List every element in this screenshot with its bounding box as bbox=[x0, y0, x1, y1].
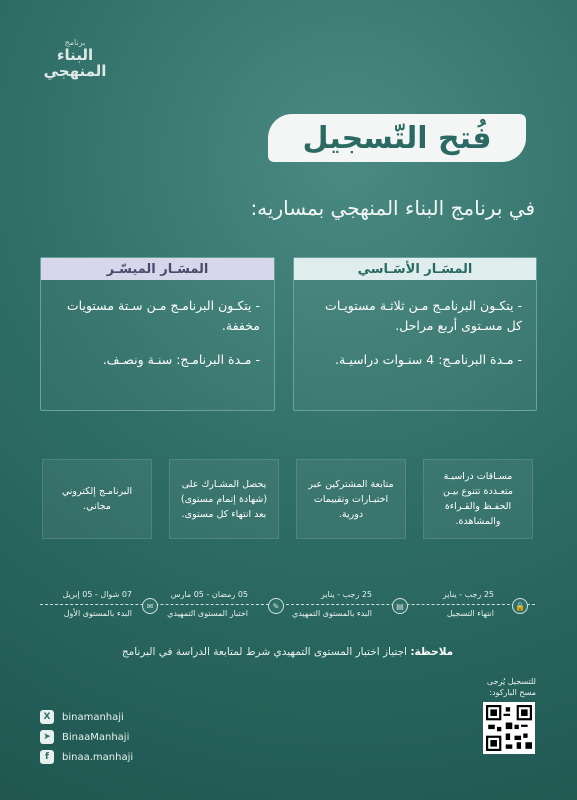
social-handle: binaa.manhaji bbox=[62, 751, 134, 763]
timeline-date: 07 شوال - 05 إبريل bbox=[62, 590, 132, 599]
qr-code[interactable] bbox=[483, 702, 535, 754]
timeline-label: البدء بالمستوى الأول bbox=[63, 609, 132, 618]
track-card-easy bbox=[40, 257, 275, 411]
title-banner: فُتح التّسجيل bbox=[268, 114, 526, 162]
lock-icon: 🔒 bbox=[512, 598, 528, 614]
facebook-icon: f bbox=[40, 750, 54, 764]
track-card-basic bbox=[293, 257, 537, 411]
track-body-easy bbox=[55, 296, 260, 384]
track-head-easy: المسَـار الميسّـر bbox=[41, 258, 274, 280]
social-handle: binamanhaji bbox=[62, 711, 124, 723]
timeline-label: اختبار المستوى التمهيدي bbox=[167, 609, 248, 618]
note-label: ملاحظة: bbox=[410, 646, 454, 658]
feature-box: البرنامـج إلكتروني مجاني. bbox=[42, 459, 152, 539]
logo-small-text: برنامج bbox=[64, 38, 86, 47]
feature-box: يحصل المشـارك على (شهادة إتمام مستوى) بعد انتهاء كل مستوى. bbox=[169, 459, 279, 539]
feature-box: متابعة المشتركين عبر اختبـارات وتقييمات دورية. bbox=[296, 459, 406, 539]
qr-code-icon bbox=[486, 705, 532, 751]
timeline-label: انتهاء التسجيل bbox=[446, 609, 494, 618]
logo-big-text: البناء المنهجي bbox=[43, 46, 107, 80]
exam-icon: ✎ bbox=[268, 598, 284, 614]
page-subtitle: في برنامج البناء المنهجي بمساريه: bbox=[250, 196, 535, 220]
track-body-basic bbox=[308, 296, 522, 384]
timeline-date: 25 رجب - يناير bbox=[320, 590, 372, 599]
timeline-line bbox=[40, 604, 535, 605]
book-icon: ▤ bbox=[392, 598, 408, 614]
timeline-date: 25 رجب - يناير bbox=[442, 590, 494, 599]
timeline-label: البدء بالمستوى التمهيدي bbox=[291, 609, 372, 618]
track-head-basic: المسَـار الأسَـاسي bbox=[294, 258, 536, 280]
social-telegram[interactable] bbox=[40, 730, 129, 744]
telegram-icon: ➤ bbox=[40, 730, 54, 744]
social-facebook[interactable] bbox=[40, 750, 133, 764]
program-logo bbox=[40, 38, 110, 79]
note bbox=[40, 646, 535, 658]
social-x[interactable] bbox=[40, 710, 124, 724]
track-point: - يتكـون البرنامـج مـن سـتة مستويات مخففة. bbox=[66, 298, 260, 333]
note-text: اجتياز اختبار المستوى التمهيدي شرط لمتابعة الدراسة في البرنامج bbox=[121, 646, 407, 658]
x-icon: X bbox=[40, 710, 54, 724]
social-handle: BinaaManhaji bbox=[62, 731, 130, 743]
qr-instructions: للتسجيل يُرجى مسح الباركود: bbox=[486, 677, 536, 697]
track-point: - مـدة البرنامـج: 4 سنـوات دراسيـة. bbox=[335, 352, 522, 367]
certificate-icon: ✉ bbox=[142, 598, 158, 614]
track-point: - يتكـون البرنامـج مـن ثلاثـة مستويـات كل مسـتوى أربع مراحل. bbox=[325, 298, 522, 333]
timeline-date: 05 رمضان - 05 مارس bbox=[170, 590, 248, 599]
feature-box: مسـاقات دراسيـة متعـددة تتنوع بيـن الحفـظ والقـراءة والمشاهدة. bbox=[423, 459, 533, 539]
track-point: - مـدة البرنامـج: سنـة ونصـف. bbox=[102, 352, 260, 367]
